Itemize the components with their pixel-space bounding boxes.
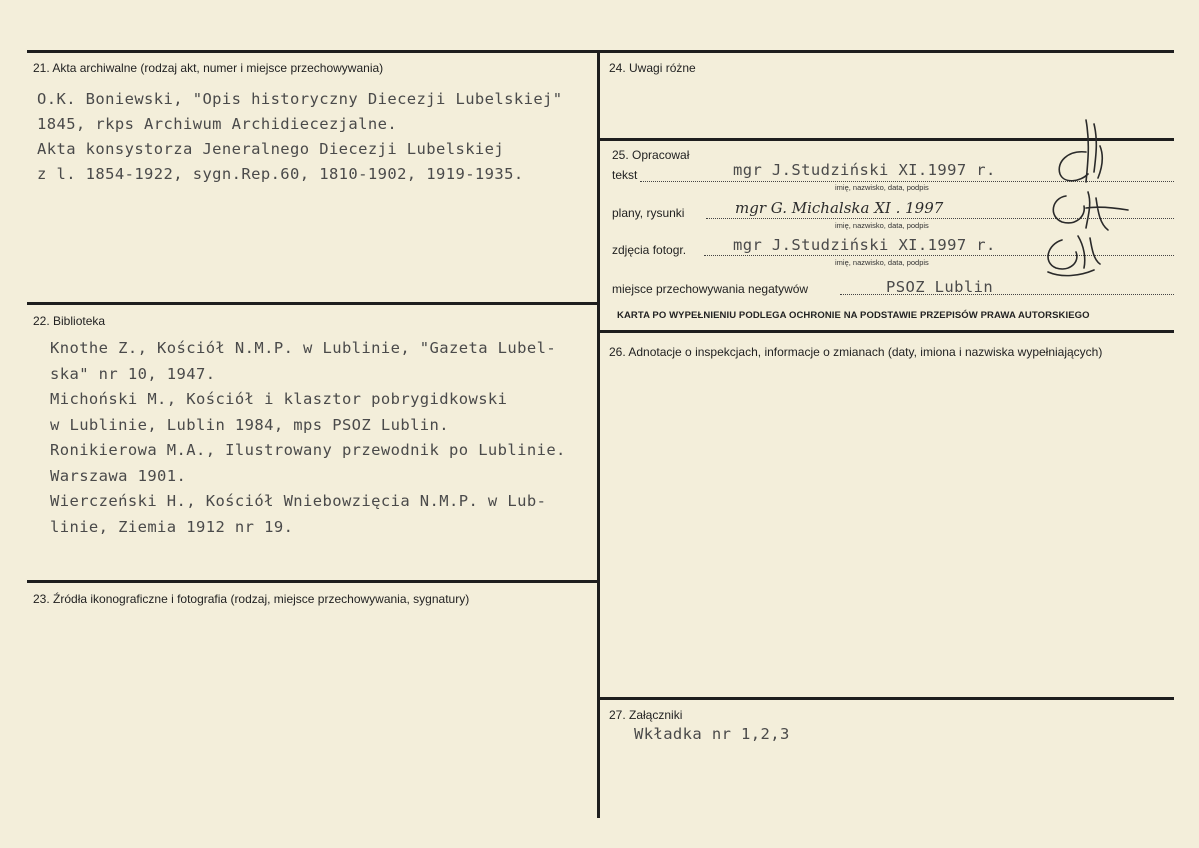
tekst-label: tekst	[612, 168, 638, 182]
negatywy-label: miejsce przechowywania negatywów	[612, 282, 809, 296]
top-border	[27, 50, 1174, 53]
section-22-line: ska" nr 10, 1947.	[50, 364, 216, 383]
section-22-line: Knothe Z., Kościół N.M.P. w Lublinie, "Gazeta Lubel-	[50, 339, 557, 357]
section-22-line: Michoński M., Kościół i klasztor pobrygidkowski	[50, 390, 508, 408]
divider-26-27	[598, 697, 1174, 700]
center-divider	[597, 50, 600, 818]
section-27-label: 27. Załączniki	[609, 708, 683, 722]
zdjecia-value: mgr J.Studziński XI.1997 r.	[733, 236, 996, 254]
plany-value: mgr G. Michalska XI . 1997	[735, 199, 944, 217]
section-23-label: 23. Źródła ikonograficzne i fotografia (rodzaj, miejsce przechowywania, sygnatury)	[33, 592, 470, 606]
section-22-text	[50, 336, 566, 540]
section-22-line: Ronikierowa M.A., Ilustrowany przewodnik po Lublinie.	[50, 441, 566, 459]
section-27-value: Wkładka nr 1,2,3	[634, 725, 790, 743]
copyright-notice: KARTA PO WYPEŁNIENIU PODLEGA OCHRONIE NA PODSTAWIE PRZEPISÓW PRAWA AUTORSKIEGO	[617, 310, 1090, 321]
tekst-caption: imię, nazwisko, data, podpis	[835, 183, 929, 192]
signature-graphic	[1028, 112, 1138, 282]
section-22-label: 22. Biblioteka	[33, 314, 106, 328]
section-24-label: 24. Uwagi różne	[609, 61, 696, 75]
section-22-line: Warszawa 1901.	[50, 466, 187, 485]
zdjecia-label: zdjęcia fotogr.	[612, 243, 687, 257]
section-21-text	[37, 87, 563, 187]
divider-21-22	[27, 302, 598, 305]
divider-22-23	[27, 580, 598, 583]
section-21-label: 21. Akta archiwalne (rodzaj akt, numer i miejsce przechowywania)	[33, 61, 384, 75]
plany-caption: imię, nazwisko, data, podpis	[835, 221, 929, 230]
tekst-value: mgr J.Studziński XI.1997 r.	[733, 161, 996, 179]
section-21-line: 1845, rkps Archiwum Archidiecezjalne.	[37, 115, 398, 133]
section-22-line: Wierczeński H., Kościół Wniebowzięcia N.M.P. w Lub-	[50, 492, 547, 510]
negatywy-value: PSOZ Lublin	[886, 278, 994, 296]
section-21-line: Akta konsystorza Jeneralnego Diecezji Lubelskiej	[37, 140, 505, 158]
divider-25-26	[598, 330, 1174, 333]
zdjecia-caption: imię, nazwisko, data, podpis	[835, 258, 929, 267]
plany-label: plany, rysunki	[612, 206, 685, 220]
section-25-label: 25. Opracował	[612, 148, 690, 162]
section-21-line: O.K. Boniewski, "Opis historyczny Diecezji Lubelskiej"	[37, 90, 563, 108]
section-22-line: w Lublinie, Lublin 1984, mps PSOZ Lublin.	[50, 415, 450, 434]
section-22-line: linie, Ziemia 1912 nr 19.	[50, 517, 294, 536]
section-26-label: 26. Adnotacje o inspekcjach, informacje o zmianach (daty, imiona i nazwiska wypełniających)	[609, 345, 1103, 359]
section-21-line: z l. 1854-1922, sygn.Rep.60, 1810-1902, 1919-1935.	[37, 165, 524, 183]
